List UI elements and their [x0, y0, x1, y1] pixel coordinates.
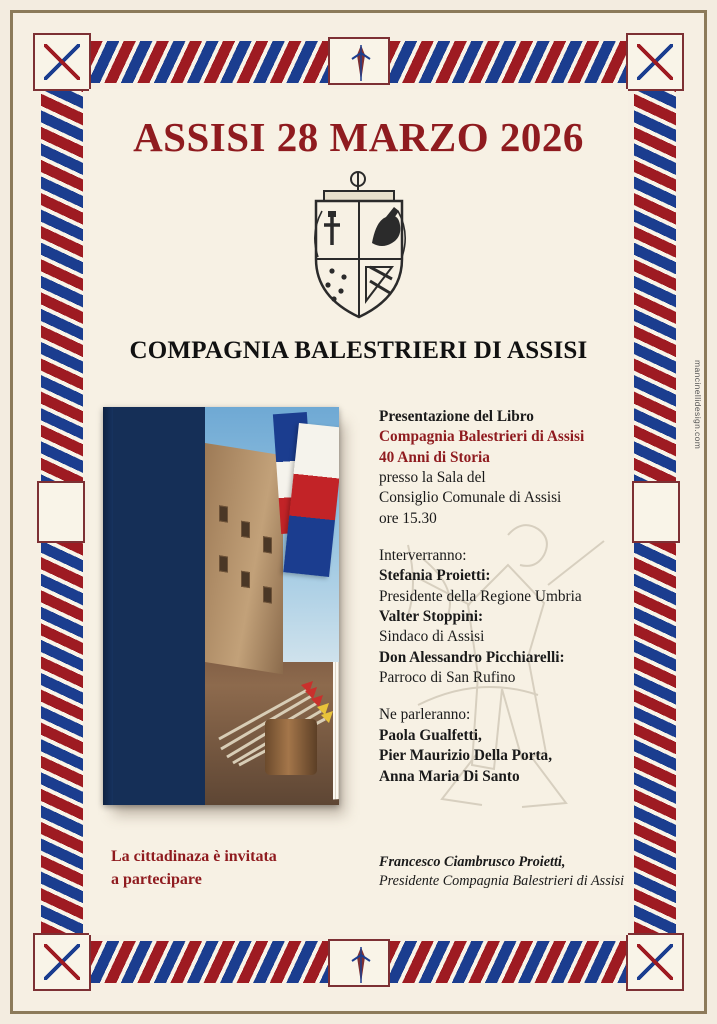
crossbow-bolt-icon: [330, 941, 392, 989]
speaker-name: Valter Stoppini:: [379, 608, 484, 626]
page-title: ASSISI 28 MARZO 2026: [133, 114, 584, 160]
border-medallion-bottom: [328, 939, 390, 987]
event-time: ore 15.30: [379, 509, 437, 527]
designer-credit: mancinellidesign.com: [693, 360, 703, 450]
presenters-heading: Ne parleranno:: [379, 706, 471, 724]
organization-name: COMPAGNIA BALESTRIERI DI ASSISI: [129, 337, 588, 364]
invitation-text: [111, 846, 277, 891]
presentation-block: [379, 407, 628, 529]
presenter-name: Pier Maurizio Della Porta,: [379, 747, 553, 765]
speaker-role: Presidente della Regione Umbria: [379, 587, 582, 605]
book-object: [103, 407, 339, 805]
speaker-name: Don Alessandro Picchiarelli:: [379, 648, 565, 666]
speakers-heading: Interverranno:: [379, 547, 467, 565]
coat-of-arms-icon: [294, 167, 424, 332]
cover-photo-quiver: [265, 719, 317, 775]
border-medallion-top: [328, 37, 390, 85]
presented-book-title-line2: 40 Anni di Storia: [379, 448, 490, 466]
event-details: [379, 407, 628, 804]
poster-content-area: [89, 89, 628, 935]
crossbow-bolt-icon: [330, 39, 392, 87]
invitation-line2: a partecipare: [111, 870, 202, 888]
book-spine: [103, 407, 113, 805]
signature-name: Francesco Ciambrusco Proietti,: [379, 853, 566, 870]
presenter-name: Paola Gualfetti,: [379, 726, 482, 744]
border-medallion-left: [37, 481, 85, 543]
presentation-intro: Presentazione del Libro: [379, 408, 534, 425]
presented-book-title-line1: Compagnia Balestrieri di Assisi: [379, 428, 585, 446]
cover-photo-building: [205, 443, 283, 674]
poster-border-frame: [10, 10, 707, 1014]
speaker-role: Sindaco di Assisi: [379, 628, 485, 646]
cover-photo-sky: [205, 407, 339, 662]
corner-ornament-bottom-left: [33, 933, 91, 991]
signature-block: [379, 853, 624, 891]
venue-line2: Consiglio Comunale di Assisi: [379, 489, 562, 507]
invitation-line1: La cittadinaza è invitata: [111, 848, 277, 866]
book-front-cover: [113, 407, 339, 805]
corner-ornament-bottom-right: [626, 933, 684, 991]
cover-title-panel: [113, 407, 205, 805]
corner-ornament-top-right: [626, 33, 684, 91]
book-cover-image: [103, 407, 355, 827]
border-medallion-right: [632, 481, 680, 543]
corner-ornament-top-left: [33, 33, 91, 91]
venue-line1: presso la Sala del: [379, 469, 486, 487]
speaker-role: Parroco di San Rufino: [379, 669, 516, 687]
presenter-name: Anna Maria Di Santo: [379, 767, 520, 785]
signature-role: Presidente Compagnia Balestrieri di Assisi: [379, 872, 625, 889]
speaker-name: Stefania Proietti:: [379, 567, 491, 585]
speakers-block: [379, 546, 628, 688]
presenters-block: [379, 705, 628, 786]
